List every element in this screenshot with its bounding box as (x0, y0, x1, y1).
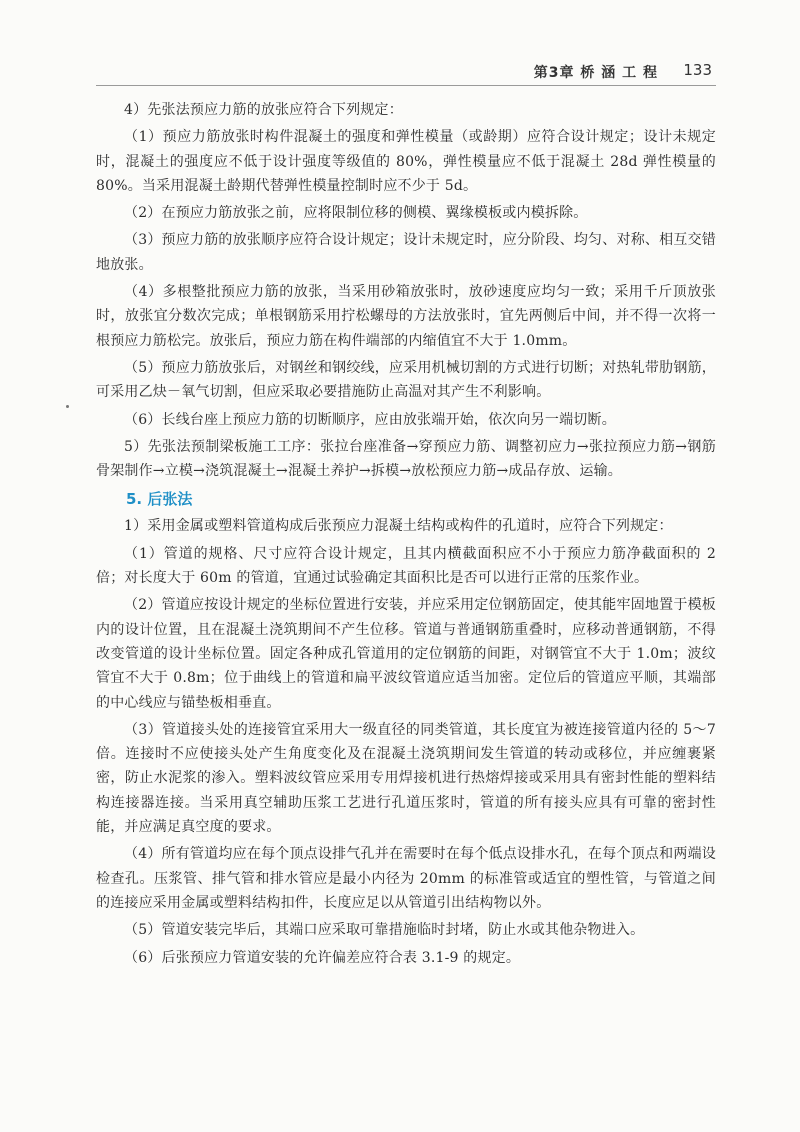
paragraph: （3）预应力筋的放张顺序应符合设计规定；设计未规定时，应分阶段、均匀、对称、相互交错地放张。 (96, 232, 716, 273)
paragraph: 1）采用金属或塑料管道构成后张预应力混凝土结构或构件的孔道时，应符合下列规定： (124, 518, 673, 535)
paragraph: （2）在预应力筋放张之前，应将限制位移的侧模、翼缘模板或内模拆除。 (124, 205, 588, 222)
paragraph: （1）预应力筋放张时构件混凝土的强度和弹性模量（或龄期）应符合设计规定；设计未规定时，混凝土的强度应不低于设计强度等级值的 80%，弹性模量应不低于混凝土 28d 弹性模量的 80%。当采用混凝土龄期代替弹性模量控制时应不少于 5d。 (96, 129, 716, 194)
paragraph: （3）管道接头处的连接管宜采用大一级直径的同类管道，其长度宜为被连接管道内径的 5～7 倍。连接时不应使接头处产生角度变化及在混凝土浇筑期间发生管道的转动或移位，并应缠裹紧密，防止水泥浆的渗入。塑料波纹管应采用专用焊接机进行热熔焊接或采用具有密封性能的塑料结构连接器连接。当采用真空辅助压浆工艺进行孔道压浆时，管道的所有接头应具有可靠的密封性能，并应满足真空度的要求。 (96, 721, 716, 836)
page-body (96, 98, 716, 973)
running-header (96, 60, 716, 86)
margin-mark (66, 405, 69, 408)
paragraph: 5）先张法预制梁板施工工序：张拉台座准备→穿预应力筋、调整初应力→张拉预应力筋→钢筋骨架制作→立模→浇筑混凝土→混凝土养护→拆模→放松预应力筋→成品存放、运输。 (96, 438, 716, 480)
paragraph: （5）管道安装完毕后，其端口应采取可靠措施临时封堵，防止水或其他杂物进入。 (124, 922, 645, 939)
header-rule (96, 85, 716, 86)
paragraph: （1）管道的规格、尺寸应符合设计规定，且其内横截面积应不小于预应力筋净截面积的 2 倍；对长度大于 60m 的管道，宜通过试验确定其面积比是否可以进行正常的压浆作业。 (96, 545, 716, 587)
paragraph: （6）后张预应力管道安装的允许偏差应符合表 3.1-9 的规定。 (124, 949, 521, 966)
paragraph: （4）多根整批预应力筋的放张，当采用砂箱放张时，放砂速度应均匀一致；采用千斤顶放张时，放张宜分数次完成；单根钢筋采用拧松螺母的方法放张时，宜先两侧后中间，并不得一次将一根预应力筋松完。放张后，预应力筋在构件端部的内缩值宜不大于 1.0mm。 (96, 284, 716, 349)
chapter-title: 第3章 桥 涵 工 程 (533, 65, 658, 81)
paragraph: （2）管道应按设计规定的坐标位置进行安装，并应采用定位钢筋固定，使其能牢固地置于模板内的设计位置，且在混凝土浇筑期间不产生位移。管道与普通钢筋重叠时，应移动普通钢筋，不得改变管道的设计坐标位置。固定各种成孔管道用的定位钢筋的间距，对钢管宜不大于 1.0m；波纹管宜不大于 0.8m；位于曲线上的管道和扁平波纹管道应适当加密。定位后的管道应平顺，其端部的中心线应与锚垫板相垂直。 (96, 597, 716, 711)
paragraph: （6）长线台座上预应力筋的切断顺序，应由放张端开始，依次向另一端切断。 (124, 411, 616, 428)
paragraph: （4）所有管道均应在每个顶点设排气孔并在需要时在每个低点设排水孔，在每个顶点和两端设检查孔。压浆管、排气管和排水管应是最小内径为 20mm 的标准管或适宜的塑性管，与管道之间的连接应采用金属或塑料结构扣件，长度应足以从管道引出结构物以外。 (96, 846, 716, 911)
section-heading: 5. 后张法 (126, 490, 193, 509)
paragraph: （5）预应力筋放张后，对钢丝和钢绞线，应采用机械切割的方式进行切断；对热轧带肋钢筋，可采用乙炔－氧气切割，但应采取必要措施防止高温对其产生不利影响。 (96, 359, 716, 401)
paragraph: 4）先张法预应力筋的放张应符合下列规定： (124, 102, 403, 118)
page-number: 133 (683, 61, 712, 79)
